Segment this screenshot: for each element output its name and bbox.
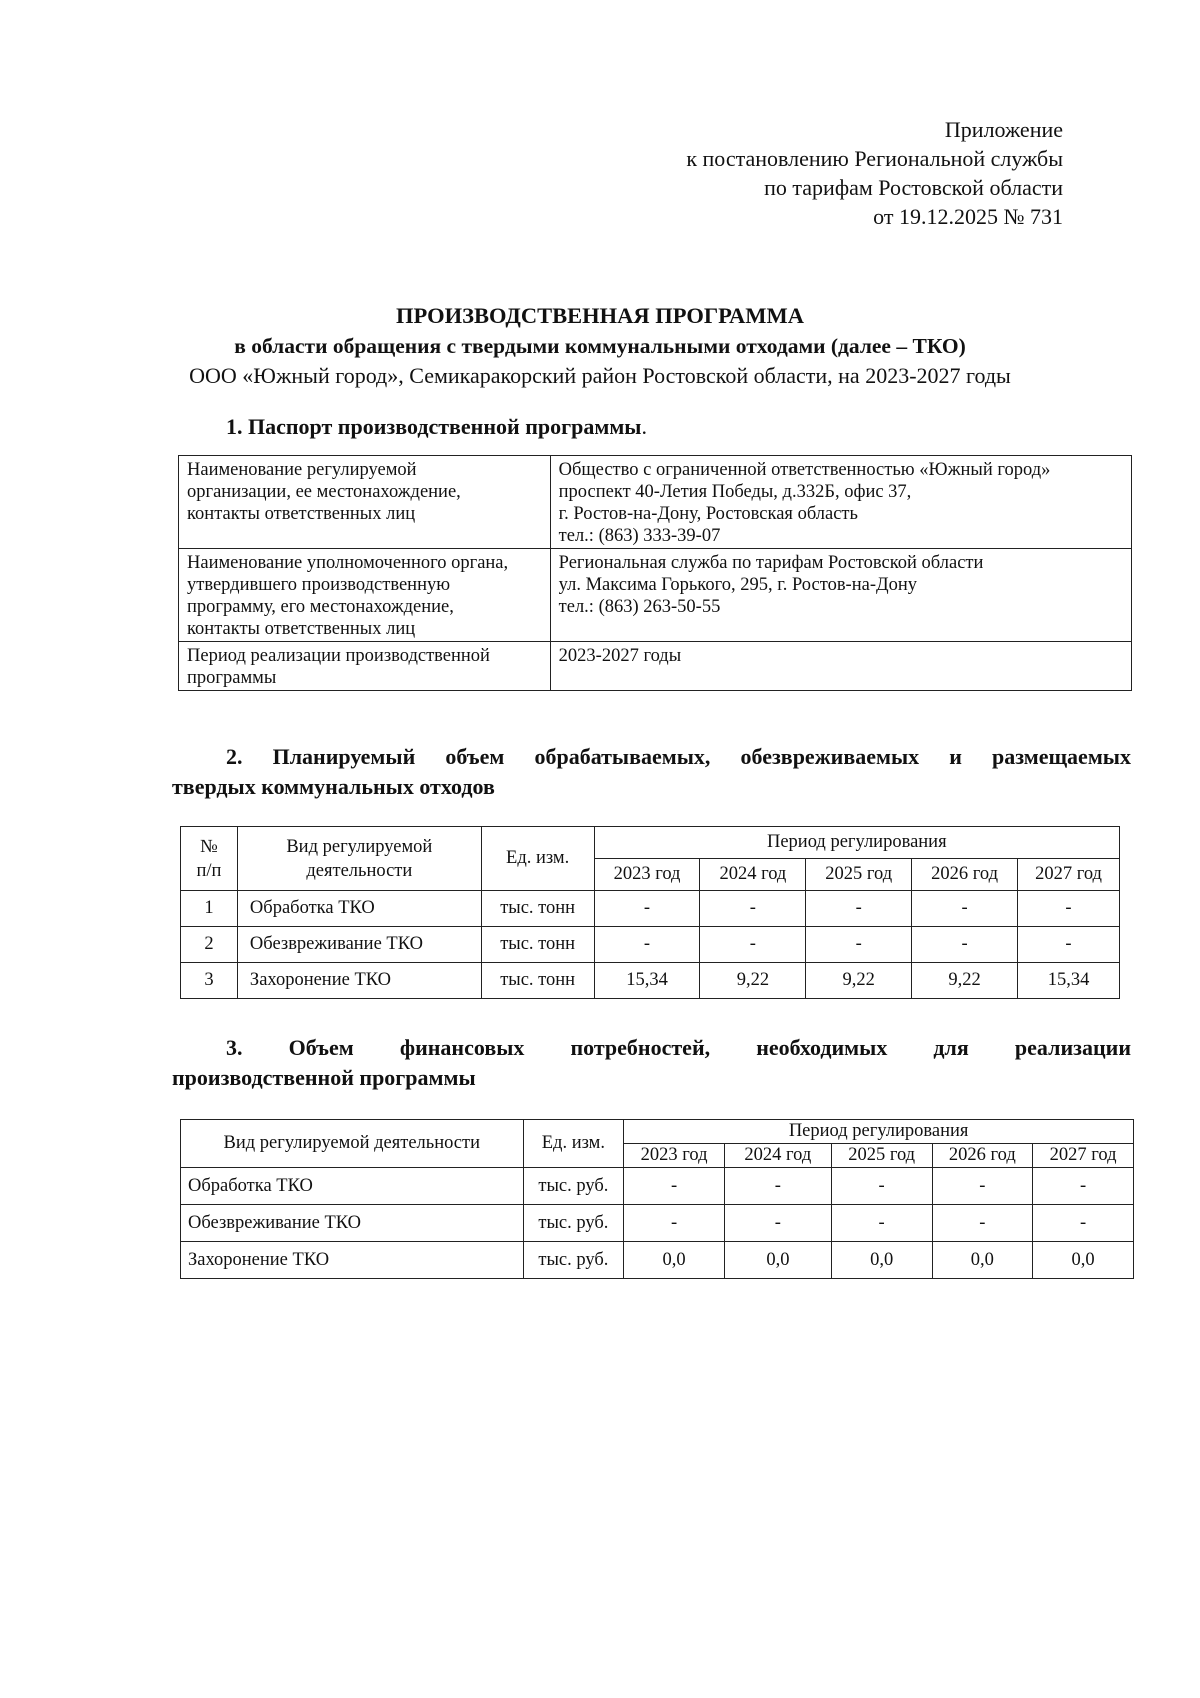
value-cell: - (912, 891, 1018, 927)
row-number: 1 (181, 891, 238, 927)
passport-value-line: Региональная служба по тарифам Ростовской области (558, 553, 984, 573)
passport-value-cell (550, 642, 1131, 691)
col-header-activity (237, 827, 481, 891)
document-subtitle: в области обращения с твердыми коммунальными отходами (далее – ТКО) (234, 334, 966, 358)
passport-value-line: Общество с ограниченной ответственностью «Южный город» (558, 460, 1051, 480)
section-2-heading-line1: 2. Планируемый объем обрабатываемых, обезвреживаемых и размещаемых (226, 744, 1131, 769)
value-cell: - (724, 1205, 831, 1242)
document-title: ПРОИЗВОДСТВЕННАЯ ПРОГРАММА (395, 303, 805, 328)
year-header: 2027 год (1018, 859, 1120, 891)
table-row (181, 1168, 1134, 1205)
section-1-heading-text: 1. Паспорт производственной программы (226, 414, 642, 439)
value-cell: 9,22 (700, 963, 806, 999)
year-header: 2024 год (724, 1144, 831, 1168)
value-cell: - (912, 927, 1018, 963)
value-cell: 0,0 (831, 1242, 932, 1279)
passport-row (179, 642, 1132, 691)
value-cell: 0,0 (1033, 1242, 1134, 1279)
passport-value-line: проспект 40-Летия Победы, д.332Б, офис 37, (558, 482, 912, 502)
financial-needs-table (180, 1119, 1134, 1279)
unit-cell: тыс. тонн (481, 927, 594, 963)
table-row (181, 927, 1120, 963)
col-header-activity-line2: деятельности (306, 860, 413, 881)
row-number: 3 (181, 963, 238, 999)
activity-cell: Захоронение ТКО (237, 963, 481, 999)
value-cell: - (1018, 891, 1120, 927)
section-1-heading (226, 412, 647, 442)
appendix-line: по тарифам Ростовской области (764, 175, 1063, 200)
section-3-heading-line1: 3. Объем финансовых потребностей, необходимых для реализации (226, 1035, 1131, 1060)
value-cell: 0,0 (724, 1242, 831, 1279)
value-cell: - (806, 927, 912, 963)
passport-label-line: Наименование уполномоченного органа, (187, 553, 509, 573)
year-header: 2025 год (806, 859, 912, 891)
unit-cell: тыс. руб. (523, 1205, 624, 1242)
value-cell: - (594, 891, 700, 927)
value-cell: 15,34 (1018, 963, 1120, 999)
value-cell: 0,0 (624, 1242, 725, 1279)
passport-value-line: тел.: (863) 333-39-07 (558, 526, 721, 546)
passport-label-cell (179, 549, 551, 642)
passport-value-line: тел.: (863) 263-50-55 (558, 597, 721, 617)
unit-cell: тыс. руб. (523, 1168, 624, 1205)
value-cell: - (624, 1168, 725, 1205)
table-row (181, 1242, 1134, 1279)
value-cell: - (831, 1205, 932, 1242)
value-cell: - (932, 1205, 1033, 1242)
unit-cell: тыс. тонн (481, 891, 594, 927)
passport-value-cell (550, 549, 1131, 642)
value-cell: - (724, 1168, 831, 1205)
activity-cell: Захоронение ТКО (181, 1242, 524, 1279)
passport-label-cell (179, 642, 551, 691)
value-cell: - (806, 891, 912, 927)
passport-row (179, 549, 1132, 642)
section-2-heading (172, 742, 1131, 802)
activity-cell: Обезвреживание ТКО (181, 1205, 524, 1242)
value-cell: - (594, 927, 700, 963)
value-cell: - (624, 1205, 725, 1242)
year-header: 2023 год (594, 859, 700, 891)
passport-value-line: ул. Максима Горького, 295, г. Ростов-на-Дону (558, 575, 918, 595)
value-cell: - (831, 1168, 932, 1205)
appendix-note (686, 115, 1063, 231)
passport-label-line: программы (187, 668, 277, 688)
col-header-unit: Ед. изм. (523, 1120, 624, 1168)
passport-label-line: контакты ответственных лиц (187, 619, 416, 639)
table-row (181, 1205, 1134, 1242)
section-3-heading-line2: производственной программы (172, 1065, 476, 1090)
col-header-unit: Ед. изм. (481, 827, 594, 891)
value-cell: - (700, 927, 806, 963)
col-header-activity: Вид регулируемой деятельности (181, 1120, 524, 1168)
year-header: 2025 год (831, 1144, 932, 1168)
year-header: 2023 год (624, 1144, 725, 1168)
value-cell: - (1033, 1168, 1134, 1205)
activity-cell: Обработка ТКО (181, 1168, 524, 1205)
activity-cell: Обработка ТКО (237, 891, 481, 927)
value-cell: 9,22 (912, 963, 1018, 999)
col-header-period: Период регулирования (624, 1120, 1134, 1144)
value-cell: - (1033, 1205, 1134, 1242)
passport-label-line: Период реализации производственной (187, 646, 490, 666)
table-row (181, 891, 1120, 927)
appendix-line: к постановлению Региональной службы (686, 146, 1063, 171)
value-cell: - (700, 891, 806, 927)
col-header-period: Период регулирования (594, 827, 1119, 859)
document-title-block (150, 301, 1050, 391)
unit-cell: тыс. тонн (481, 963, 594, 999)
organization-line: ООО «Южный город», Семикаракорский район Ростовской области, на 2023-2027 годы (189, 363, 1011, 388)
waste-volume-table (180, 826, 1120, 999)
passport-row (179, 456, 1132, 549)
activity-cell: Обезвреживание ТКО (237, 927, 481, 963)
year-header: 2026 год (932, 1144, 1033, 1168)
value-cell: 15,34 (594, 963, 700, 999)
appendix-line: Приложение (944, 117, 1063, 142)
value-cell: - (932, 1168, 1033, 1205)
value-cell: - (1018, 927, 1120, 963)
passport-label-line: организации, ее местонахождение, (187, 482, 461, 502)
passport-value-line: г. Ростов-на-Дону, Ростовская область (558, 504, 858, 524)
row-number: 2 (181, 927, 238, 963)
col-header-number-line2: п/п (196, 860, 222, 881)
year-header: 2024 год (700, 859, 806, 891)
col-header-number (181, 827, 238, 891)
section-1-heading-dot: . (641, 414, 647, 439)
unit-cell: тыс. руб. (523, 1242, 624, 1279)
passport-value-line: 2023-2027 годы (558, 646, 682, 666)
year-header: 2027 год (1033, 1144, 1134, 1168)
col-header-activity-line1: Вид регулируемой (286, 836, 433, 857)
passport-value-cell (550, 456, 1131, 549)
passport-table (178, 455, 1132, 691)
value-cell: 0,0 (932, 1242, 1033, 1279)
passport-label-line: утвердившего производственную (187, 575, 451, 595)
year-header: 2026 год (912, 859, 1018, 891)
passport-label-cell (179, 456, 551, 549)
col-header-number-line1: № (200, 836, 218, 857)
section-2-heading-line2: твердых коммунальных отходов (172, 774, 495, 799)
passport-label-line: Наименование регулируемой (187, 460, 417, 480)
appendix-date-number: от 19.12.2025 № 731 (873, 204, 1063, 229)
value-cell: 9,22 (806, 963, 912, 999)
passport-label-line: контакты ответственных лиц (187, 504, 416, 524)
table-row (181, 963, 1120, 999)
passport-label-line: программу, его местонахождение, (187, 597, 454, 617)
section-3-heading (172, 1033, 1131, 1093)
